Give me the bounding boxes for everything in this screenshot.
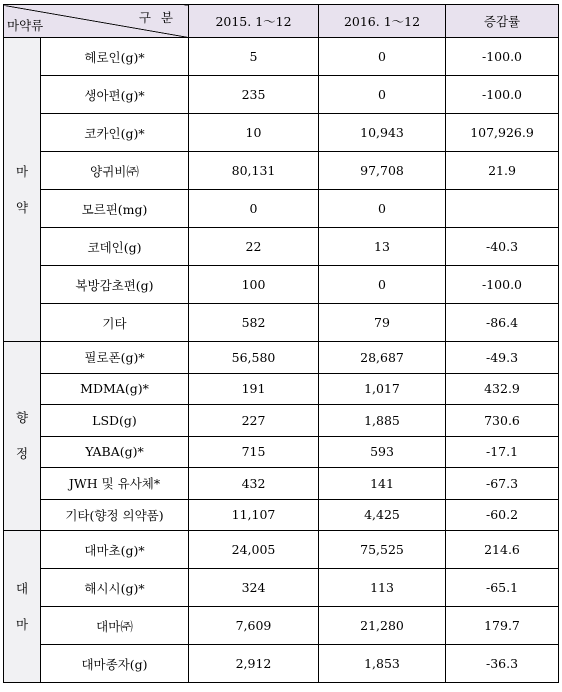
category-label-char: 마 [15,163,29,179]
value-2016-cell: 1,853 [319,645,446,683]
value-2016-cell: 4,425 [319,499,446,531]
value-2016-cell: 0 [319,266,446,304]
change-rate-cell: -65.1 [446,569,559,607]
change-rate-cell: -100.0 [446,38,559,76]
value-2015-cell: 191 [189,373,319,405]
drug-name-cell: 대마초(g)* [41,531,189,569]
change-rate-cell: -17.1 [446,436,559,468]
drug-name-cell: 대마종자(g) [41,645,189,683]
table-row [4,114,559,152]
change-rate-cell: -86.4 [446,304,559,342]
value-2016-cell: 75,525 [319,531,446,569]
value-2015-cell: 24,005 [189,531,319,569]
category-label-char: 향 [15,410,29,425]
change-rate-cell: -49.3 [446,342,559,374]
table-row [4,569,559,607]
change-rate-cell [446,190,559,228]
value-2015-cell: 324 [189,569,319,607]
value-2016-cell: 113 [319,569,446,607]
value-2016-cell: 0 [319,38,446,76]
table-row [4,531,559,569]
corner-header-bottom: 마약류 [7,18,44,33]
change-rate-cell: -60.2 [446,499,559,531]
value-2015-cell: 432 [189,468,319,500]
table-row [4,607,559,645]
category-label-char: 약 [15,199,29,215]
table-row [4,152,559,190]
category-label-char: 마 [15,616,29,632]
table-row [4,190,559,228]
table-row [4,228,559,266]
drug-name-cell: 양귀비㈜ [41,152,189,190]
value-2016-cell: 97,708 [319,152,446,190]
change-rate-cell: 179.7 [446,607,559,645]
table-row [4,266,559,304]
value-2016-cell: 28,687 [319,342,446,374]
value-2015-cell: 227 [189,405,319,437]
table-row [4,342,559,374]
drug-name-cell: 모르핀(mg) [41,190,189,228]
category-cell-cannabis [4,531,41,683]
table-row [4,373,559,405]
value-2016-cell: 0 [319,76,446,114]
change-rate-cell: -100.0 [446,76,559,114]
drug-name-cell: 필로폰(g)* [41,342,189,374]
drug-seizure-table [3,4,559,683]
column-header-2015: 2015. 1～12 [189,5,319,38]
category-label-char: 대 [15,580,29,596]
table-row [4,645,559,683]
drug-name-cell: 코데인(g) [41,228,189,266]
drug-name-cell: LSD(g) [41,405,189,437]
change-rate-cell: -40.3 [446,228,559,266]
change-rate-cell: 214.6 [446,531,559,569]
column-header-2016: 2016. 1～12 [319,5,446,38]
drug-name-cell: YABA(g)* [41,436,189,468]
drug-name-cell: 기타 [41,304,189,342]
value-2015-cell: 582 [189,304,319,342]
category-cell-narcotics [4,38,41,342]
table-row [4,304,559,342]
value-2016-cell: 593 [319,436,446,468]
value-2015-cell: 80,131 [189,152,319,190]
value-2015-cell: 715 [189,436,319,468]
corner-header-cell [4,5,189,38]
value-2015-cell: 56,580 [189,342,319,374]
change-rate-cell: -36.3 [446,645,559,683]
table-row [4,468,559,500]
value-2016-cell: 1,885 [319,405,446,437]
drug-name-cell: 코카인(g)* [41,114,189,152]
drug-name-cell: 기타(향정 의약품) [41,499,189,531]
value-2016-cell: 141 [319,468,446,500]
change-rate-cell: -67.3 [446,468,559,500]
change-rate-cell: 107,926.9 [446,114,559,152]
drug-name-cell: 생아편(g)* [41,76,189,114]
drug-name-cell: 헤로인(g)* [41,38,189,76]
drug-name-cell: 해시시(g)* [41,569,189,607]
drug-name-cell: 복방감초편(g) [41,266,189,304]
change-rate-cell: 21.9 [446,152,559,190]
value-2016-cell: 1,017 [319,373,446,405]
table-row [4,436,559,468]
corner-header-top: 구 분 [138,10,176,25]
category-label-char: 정 [15,446,29,461]
drug-name-cell: MDMA(g)* [41,373,189,405]
value-2015-cell: 0 [189,190,319,228]
change-rate-cell: 432.9 [446,373,559,405]
table-row [4,76,559,114]
column-header-change: 증감률 [446,5,559,38]
value-2015-cell: 22 [189,228,319,266]
category-cell-psychotropics [4,342,41,531]
value-2016-cell: 21,280 [319,607,446,645]
drug-name-cell: 대마㈜ [41,607,189,645]
value-2015-cell: 2,912 [189,645,319,683]
table-row [4,499,559,531]
value-2015-cell: 235 [189,76,319,114]
value-2016-cell: 79 [319,304,446,342]
change-rate-cell: 730.6 [446,405,559,437]
value-2015-cell: 7,609 [189,607,319,645]
drug-name-cell: JWH 및 유사체* [41,468,189,500]
change-rate-cell: -100.0 [446,266,559,304]
table-row [4,38,559,76]
table-body [4,38,559,683]
value-2015-cell: 5 [189,38,319,76]
value-2016-cell: 0 [319,190,446,228]
value-2015-cell: 100 [189,266,319,304]
value-2015-cell: 10 [189,114,319,152]
value-2016-cell: 10,943 [319,114,446,152]
header-row [4,5,559,38]
table-row [4,405,559,437]
value-2015-cell: 11,107 [189,499,319,531]
value-2016-cell: 13 [319,228,446,266]
